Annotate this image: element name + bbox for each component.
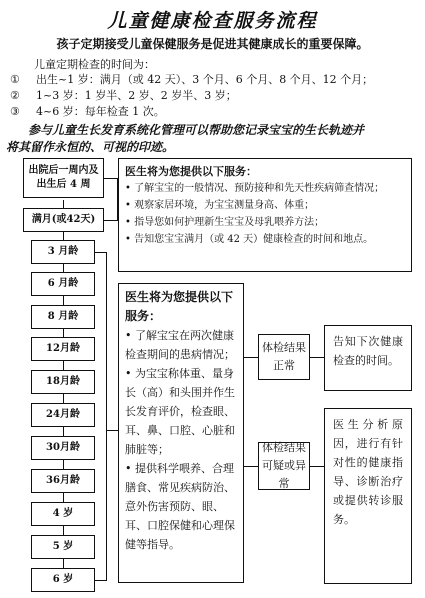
age-box-12m: [31, 337, 95, 361]
panel-item: • 为宝宝称体重、量身长（高）和头围并作生长发育评价，检查眼、耳、鼻、口腔、心脏和肺脏等；: [125, 367, 235, 456]
age-box-36m: [31, 469, 95, 493]
intro-text: 孩子定期接受儿童保健服务是促进其健康成长的重要保障。: [56, 37, 369, 51]
schedule-row: [10, 103, 165, 119]
schedule-heading: 儿童定期检查的时间为：: [34, 58, 155, 71]
panel-newborn-services: [118, 158, 412, 272]
normal-action: 告知下次健康检查的时间。: [333, 335, 403, 367]
age-label: 24月龄: [46, 409, 80, 420]
age-box-5y: [31, 535, 95, 559]
panel-title: 医生将为您提供以下服务：: [125, 165, 257, 178]
age-label: 满月(或42天): [31, 214, 96, 225]
panel-item: • 提供科学喂养、合理膳食、常见疾病防治、意外伤害预防、眼、耳、口腔保健和心理保健等指导。: [125, 462, 235, 551]
panel-checkup-services: [118, 283, 244, 583]
age-label: 8 月龄: [47, 311, 79, 322]
connector-line: [244, 466, 258, 467]
abnormal-action-box: [324, 408, 412, 584]
age-label: 12月龄: [46, 343, 80, 354]
connector-line: [104, 220, 118, 221]
abnormal-result-box: [258, 442, 310, 490]
age-label: 5 岁: [52, 541, 74, 552]
normal-action-box: [324, 325, 412, 391]
age-label: 36月龄: [46, 475, 80, 486]
connector-line: [104, 178, 118, 179]
abnormal-label: 体检结果可疑或异常: [262, 441, 306, 490]
age-label: 6 岁: [52, 574, 74, 585]
age-box-6y: [31, 568, 95, 592]
page-title: 儿童健康检查服务流程: [107, 10, 318, 32]
abnormal-action: 医生分析原因，进行有针对性的健康指导、诊断治疗或提供转诊服务。: [333, 418, 403, 526]
panel-item: • 了解宝宝的一般情况、预防接种和先天性疾病筛查情况；: [125, 183, 385, 194]
connector-line: [106, 430, 118, 431]
schedule-row: [10, 87, 237, 103]
age-box-24m: [31, 403, 95, 427]
connector-line: [244, 357, 258, 358]
note-line-1: 参与儿童生长发育系统化管理可以帮助您记录宝宝的生长轨迹并: [28, 123, 365, 137]
age-box-6m: [31, 272, 95, 296]
connector-line: [106, 252, 107, 581]
panel-item: • 了解宝宝在两次健康检查期间的患病情况；: [125, 329, 235, 361]
normal-result-box: [258, 334, 310, 380]
schedule-num: ①: [10, 73, 20, 86]
connector-line: [310, 466, 324, 467]
connector-line: [310, 357, 324, 358]
age-box-8m: [31, 305, 95, 329]
age-label: 30月龄: [46, 442, 80, 453]
age-label: 6 月龄: [47, 278, 79, 289]
schedule-num: ③: [10, 105, 20, 118]
schedule-num: ②: [10, 89, 20, 102]
age-box-30m: [31, 436, 95, 460]
age-box-1m: [23, 208, 104, 232]
schedule-text: 4~6 岁：每年检查 1 次。: [36, 105, 165, 118]
panel-item: • 观察家居环境，为宝宝测量身高、体重；: [125, 200, 315, 211]
age-label: 4 岁: [52, 508, 74, 519]
age-box-3m: [31, 240, 95, 264]
age-label: 出院后一周内及出生后 4 周: [28, 165, 99, 190]
schedule-text: 出生~1 岁：满月（或 42 天）、3 个月、6 个月、8 个月、12 个月；: [36, 73, 374, 86]
schedule-text: 1~3 岁：1 岁半、2 岁、2 岁半、3 岁；: [36, 89, 237, 102]
age-label: 18月龄: [46, 376, 80, 387]
age-label: 3 月龄: [47, 246, 79, 257]
age-box-18m: [31, 370, 95, 394]
panel-item: • 告知您宝宝满月（或 42 天）健康检查的时间和地点。: [125, 234, 374, 245]
age-box-newborn: [23, 158, 104, 198]
panel-item: • 指导您如何护理新生宝宝及母乳喂养方法；: [125, 217, 325, 228]
normal-label: 体检结果正常: [262, 341, 306, 372]
schedule-row: [10, 71, 373, 87]
age-box-4y: [31, 502, 95, 526]
panel-title: 医生将为您提供以下服务：: [125, 290, 234, 323]
note-line-2: 将其留作永恒的、可视的印迹。: [6, 140, 175, 154]
